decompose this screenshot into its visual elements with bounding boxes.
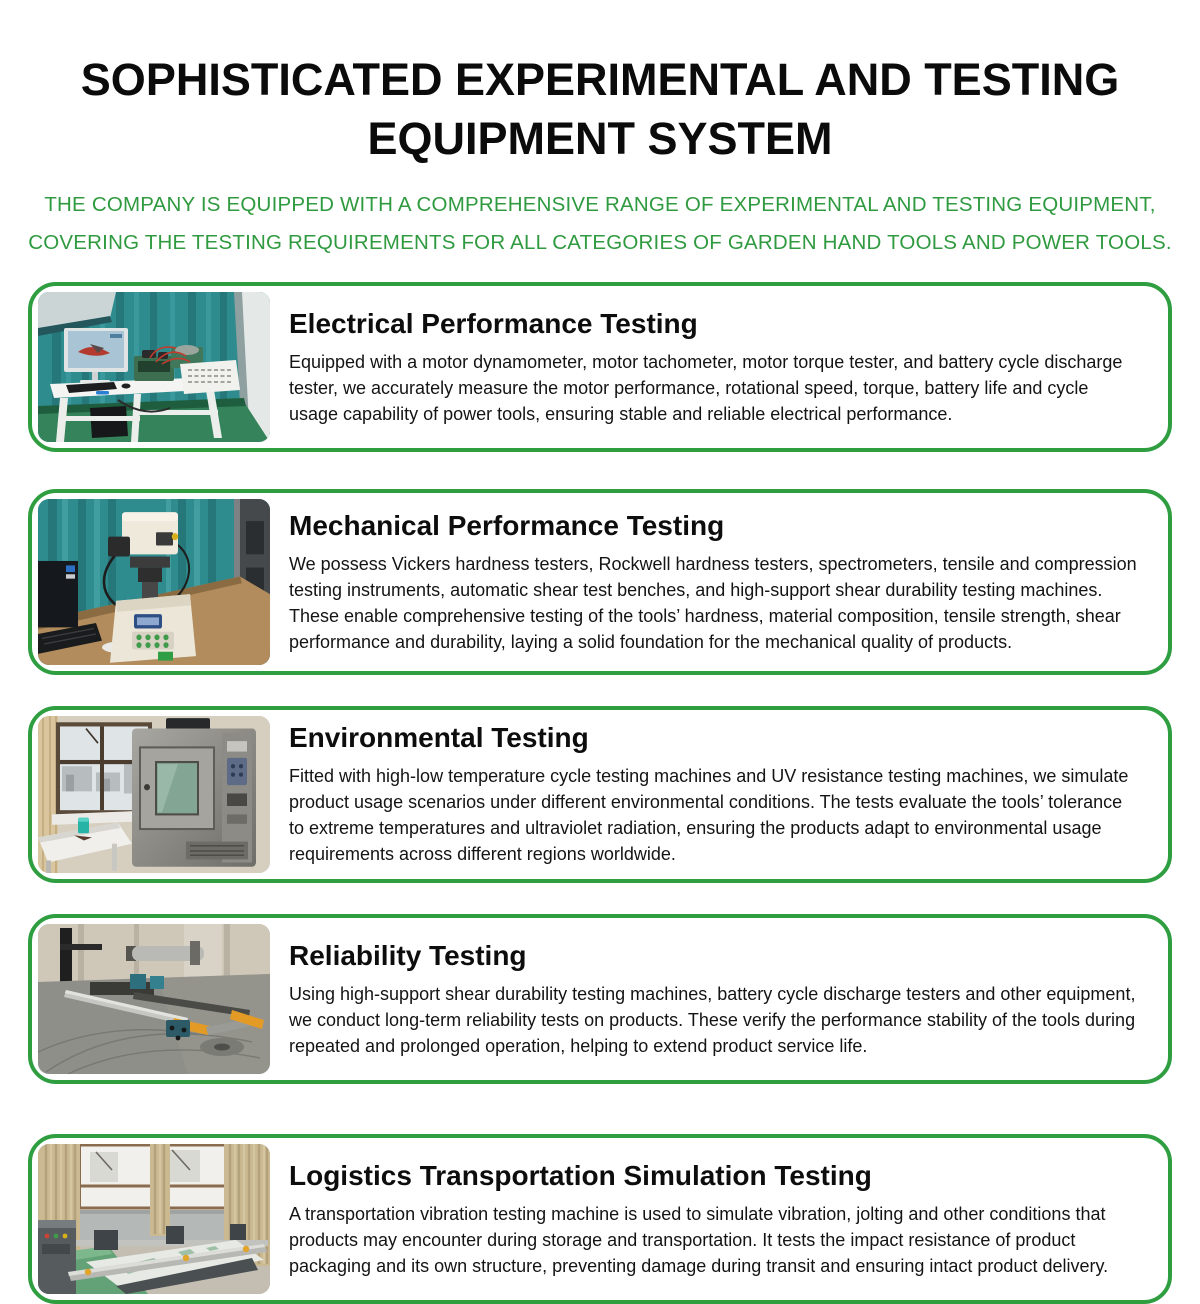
card-mechanical-performance	[28, 489, 1172, 675]
card-text	[289, 924, 1162, 1074]
card-photo	[38, 499, 270, 665]
card-body: We possess Vickers hardness testers, Rockwell hardness testers, spectrometers, tensile and compression testing instruments, automatic shear test benches, and high-support shear durability testing machines. These enable comprehensive testing of the tools’ hardness, material composition, tensile strength, shear performance and durability, laying a solid foundation for the mechanical quality of products.	[289, 553, 1137, 652]
card-text	[289, 292, 1162, 442]
page-header	[0, 0, 1200, 262]
card-photo	[38, 716, 270, 873]
vibration-table-photo	[38, 1144, 270, 1294]
card-body: Using high-support shear durability testing machines, battery cycle discharge testers and other equipment, we conduct long-term reliability tests on products. These verify the performance stability of the tools during repeated and prolonged operation, helping to extend product service life.	[289, 983, 1136, 1056]
electrical-test-bench-photo	[38, 292, 270, 442]
card-body: A transportation vibration testing machine is used to simulate vibration, jolting and other conditions that products may encounter during storage and transportation. It tests the impact resistance of product packaging and its own structure, preventing damage during transit and ensuring intact product delivery.	[289, 1203, 1109, 1276]
equipment-card-list	[0, 282, 1200, 1304]
card-text	[289, 716, 1162, 873]
hardness-tester-photo	[38, 499, 270, 665]
shear-durability-rig-photo	[38, 924, 270, 1074]
card-title: Electrical Performance Testing	[289, 307, 698, 339]
card-title: Environmental Testing	[289, 722, 589, 753]
card-photo	[38, 924, 270, 1074]
environmental-chamber-photo	[38, 716, 270, 873]
card-text	[289, 1144, 1162, 1294]
page-title	[0, 50, 1200, 168]
page-subtitle-line1: THE COMPANY IS EQUIPPED WITH A COMPREHENSIVE RANGE OF EXPERIMENTAL AND TESTING EQUIPMENT,	[44, 193, 1156, 216]
card-body: Equipped with a motor dynamometer, motor tachometer, motor torque tester, and battery cycle discharge tester, we accurately measure the motor performance, rotational speed, torque, battery life and cycle usage capability of power tools, ensuring stable and reliable electrical performance.	[289, 351, 1123, 424]
card-logistics-simulation	[28, 1134, 1172, 1304]
page-title-line2: EQUIPMENT SYSTEM	[367, 113, 833, 164]
card-title: Reliability Testing	[289, 939, 527, 971]
card-body: Fitted with high-low temperature cycle testing machines and UV resistance testing machines, we simulate product usage scenarios under different environmental conditions. The tests evaluate the tools’ tolerance to extreme temperatures and ultraviolet radiation, ensuring the products adapt to environmental usage requirements across different regions worldwide.	[289, 766, 1129, 864]
page-subtitle	[0, 186, 1200, 262]
card-reliability	[28, 914, 1172, 1084]
card-photo	[38, 1144, 270, 1294]
card-electrical-performance	[28, 282, 1172, 452]
page-subtitle-line2: COVERING THE TESTING REQUIREMENTS FOR ALL CATEGORIES OF GARDEN HAND TOOLS AND POWER TOOLS.	[28, 231, 1172, 254]
card-title: Logistics Transportation Simulation Testing	[289, 1159, 872, 1191]
card-photo	[38, 292, 270, 442]
card-environmental	[28, 706, 1172, 883]
page-title-line1: SOPHISTICATED EXPERIMENTAL AND TESTING	[80, 54, 1120, 105]
card-title: Mechanical Performance Testing	[289, 509, 725, 541]
card-text	[289, 499, 1162, 665]
